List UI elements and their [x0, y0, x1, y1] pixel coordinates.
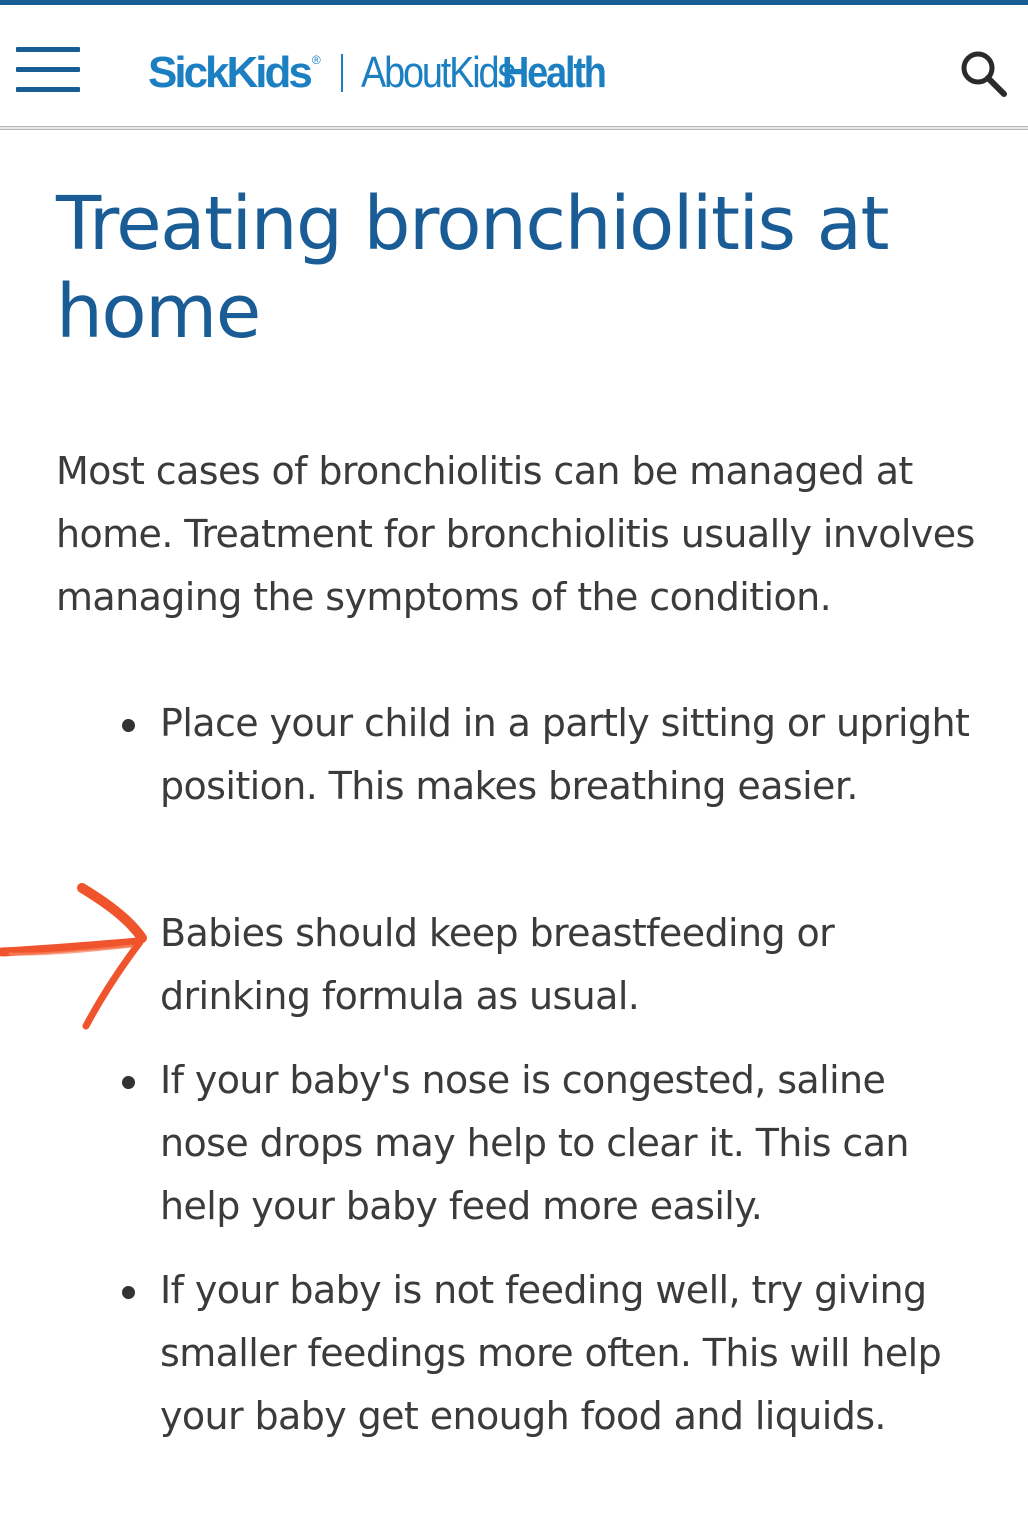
bullet-dot	[122, 1076, 135, 1089]
logo-aboutkids: AboutKids	[360, 48, 514, 97]
list-item	[160, 692, 980, 818]
site-header	[0, 5, 1028, 126]
logo-divider	[341, 54, 343, 92]
intro-paragraph: Most cases of bronchiolitis can be managed at home. Treatment for bronchiolitis usually involves managing the symptoms of the condition.	[56, 449, 975, 619]
hamburger-menu-button[interactable]	[16, 47, 82, 95]
menu-bar-line	[16, 47, 80, 52]
list-item-text: If your baby's nose is congested, saline nose drops may help to clear it. This can help your baby feed more easily.	[160, 1058, 909, 1228]
list-item	[160, 1259, 980, 1448]
list-item	[160, 902, 980, 1028]
list-item	[160, 1049, 980, 1238]
bullet-dot	[122, 719, 135, 732]
search-icon	[956, 47, 1012, 103]
list-item-text: Place your child in a partly sitting or upright position. This makes breathing easier.	[160, 701, 970, 808]
logo-sickkids: SickKids	[148, 48, 310, 97]
list-item-text: Babies should keep breastfeeding or drinking formula as usual.	[160, 911, 835, 1018]
page-title: Treating bronchiolitis at home	[56, 181, 888, 355]
list-item-text: If your baby is not feeding well, try giving smaller feedings more often. This will help your baby get enough food and liquids.	[160, 1268, 942, 1438]
header-divider	[0, 126, 1028, 130]
menu-bar-line	[16, 87, 80, 92]
menu-bar-line	[16, 67, 80, 72]
search-button[interactable]	[956, 47, 1012, 103]
hand-drawn-arrow-icon	[0, 880, 160, 1030]
bullet-dot	[122, 1286, 135, 1299]
logo-trademark: ®	[311, 53, 321, 67]
site-logo[interactable]	[148, 43, 621, 103]
logo-health: Health	[501, 48, 605, 97]
